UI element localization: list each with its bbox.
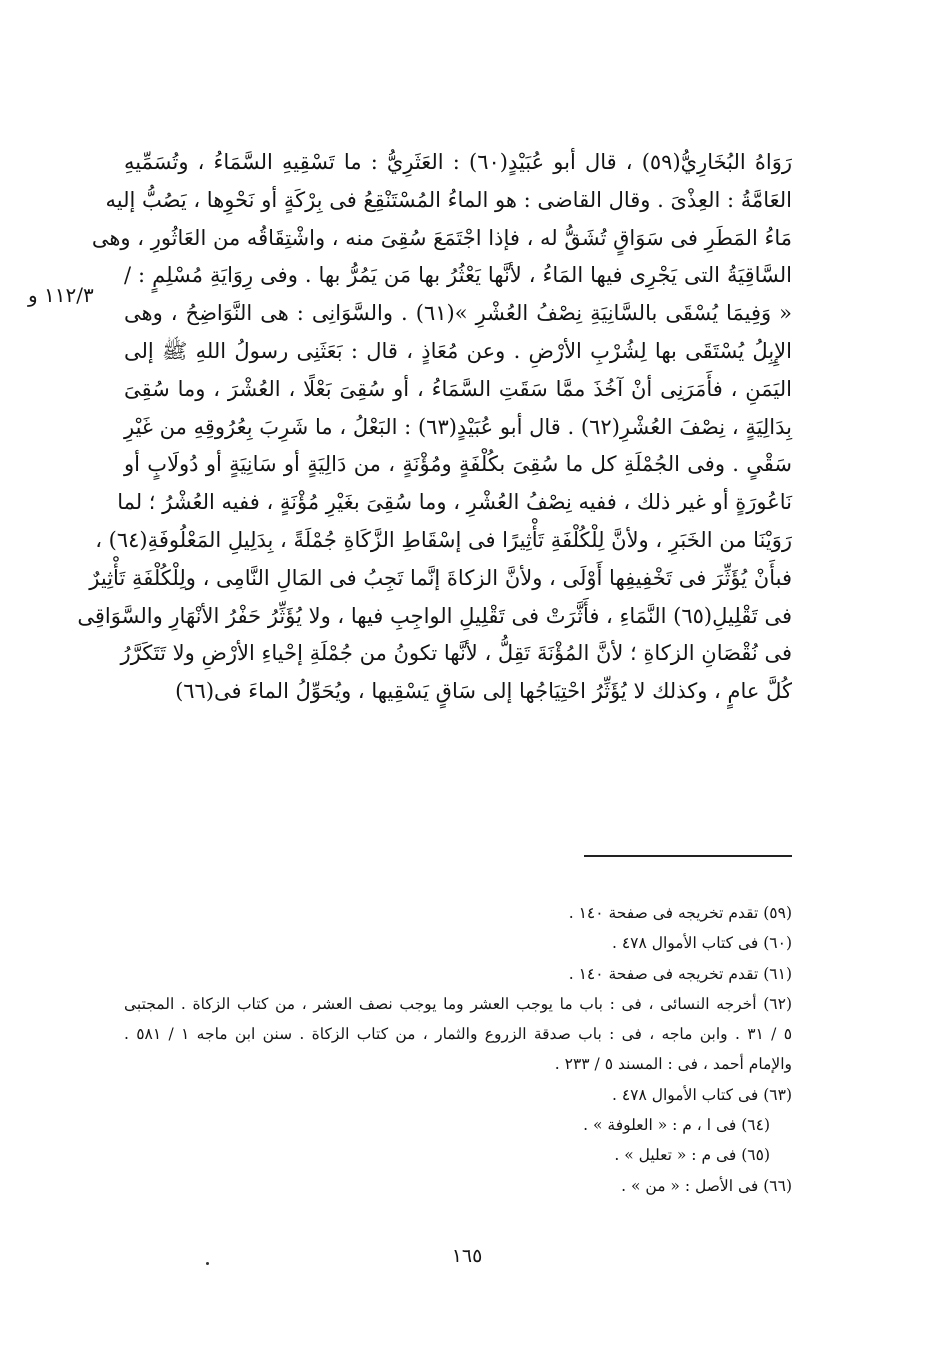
text-line: بِدَالِيَةٍ ، نِصْفَ العُشْرِ(٦٢) . قال أبو عُبَيْدٍ(٦٣) : البَعْلُ ، ما شَرِبَ بِعُرُوقِهِ من غَيْرِ [124, 414, 793, 439]
text-line: الإِبِلُ يُسْتَقَى بها لِشُرْبِ الأرْضِ . وعن مُعَاذٍ ، قال : بَعَثَنِى رسولُ اللهِ ﷺ إلى [124, 338, 792, 363]
text-line: رَوَاهُ البُخَارِيُّ(٥٩) ، قال أبو عُبَيْدٍ(٦٠) : العَثَرِيُّ : ما تَسْقِيهِ السَّمَاءُ ، وتُسَمِّيهِ [124, 150, 792, 174]
footnote-separator [584, 855, 792, 857]
text-line: اليَمَنِ ، فأَمَرَنِى أنْ آخُذَ ممَّا سَقَتِ السَّمَاءُ ، أو سُقِىَ بَعْلًا ، العُشْرَ ، وما سُقِىَ [124, 376, 792, 401]
text-line: مَاءُ المَطَرِ فى سَوَاقٍ تُشَقُّ له ، فإذا اجْتَمَعَ سُقِىَ منه ، واشْتِقَاقُه من العَاثُورِ ، وهى [91, 225, 792, 250]
text-line: فى تَقْلِيلِ(٦٥) النَّمَاءِ ، فأَثَّرَتْ فى تَقْلِيلِ الواجِبِ فيها ، ولا يُؤَثِّرُ حَفْرُ الأنْهَارِ والسَّوَاقِى [77, 603, 792, 628]
text-line: فبأَنْ يُؤَثِّرَ فى تَخْفِيفِها أَوْلَى ، ولأنَّ الزكاةَ إنَّما تَجِبُ فى المَالِ النَّامِى ، ولِلْكُلْفَةِ تَأْثِيرٌ [89, 565, 792, 590]
text-line: فى نُقْصَانِ الزكاةِ ؛ لأنَّ المُؤْنَةَ تَقِلُّ ، لأنَّها تكونُ من جُمْلَةِ إحْياءِ الأرْضِ ولا تَتَكَرَّرُ [120, 641, 792, 666]
footnotes [124, 898, 792, 1201]
margin-note: ١١٢/٣ و [28, 283, 94, 307]
footnote: (٦٣) فى كتاب الأموال ٤٧٨ . [611, 1085, 792, 1104]
print-speck [206, 1262, 209, 1265]
footnote: (٦٤) فى ا ، م : « العلوفة » . [583, 1116, 770, 1135]
footnote-continuation: ٥ / ٣١ . وابن ماجه ، فى : باب صدقة الزروع والثمار ، من كتاب الزكاة . سنن ابن ماجه ١ / ٥٨١ . [124, 1025, 793, 1044]
text-line: كُلَّ عامٍ ، وكذلك لا يُؤَثِّرُ احْتِيَاجُها إلى سَاقٍ يَسْقِيها ، ويُحَوِّلُ الماءَ فى(٦٦) [175, 679, 792, 704]
footnote: (٦٠) فى كتاب الأموال ٤٧٨ . [611, 934, 792, 953]
text-line: رَوَيْنَا من الخَبَرِ ، ولأنَّ لِلْكُلْفَةِ تَأْثِيرًا فى إسْقَاطِ الزَّكَاةِ جُمْلَةً ، بِدَلِيلِ المَعْلُوفَةِ(٦٤) ، [95, 527, 792, 552]
main-text [77, 144, 793, 711]
text-line: نَاعُورَةٍ أو غير ذلك ، ففيه نِصْفُ العُشْرِ ، وما سُقِىَ بغَيْرِ مُؤْنَةٍ ، ففيه العُشْرُ ؛ لما [117, 490, 792, 515]
footnote: (٦٦) فى الأصل : « من » . [621, 1176, 792, 1195]
text-line: سَقْىٍ . وفى الجُمْلَةِ كل ما سُقِىَ بكُلْفَةٍ ومُؤْنَةٍ ، من دَالِيَةٍ أو سَانِيَةٍ أو دُولَابٍ أو [124, 452, 792, 477]
text-line: العَامَّةُ : العِذْىَ . وقال القاضى : هو الماءُ المُسْتَنْقِعُ فى بِرْكَةٍ أو نَحْوِها ، يَصُبُّ إليه [105, 187, 792, 212]
footnote: (٥٩) تقدم تخريجه فى صفحة ١٤٠ . [568, 904, 792, 922]
footnote: (٦١) تقدم تخريجه فى صفحة ١٤٠ . [568, 964, 792, 983]
footnote: (٦٢) أخرجه النسائى ، فى : باب ما يوجب العشر وما يوجب نصف العشر ، من كتاب الزكاة . المجتبى [124, 994, 792, 1013]
text-line: السَّاقِيَةُ التى يَجْرِى فيها المَاءُ ، لأنَّها يَعْثُرُ بها مَن يَمُرُّ بها . وفى رِوَايَةِ مُسْلِمٍ : / [124, 263, 792, 288]
footnote-continuation: والإمام أحمد ، فى : المسند ٥ / ٢٣٣ . [554, 1055, 792, 1074]
text-line: « وَفِيمَا يُسْقَى بالسَّانِيَةِ نِصْفُ العُشْرِ »(٦١) . والسَّوَانِى : هى النَّوَاضِحُ ، وهى [124, 301, 792, 326]
page-number: ١٦٥ [451, 1245, 483, 1267]
footnote: (٦٥) فى م : « تعليل » . [614, 1146, 770, 1165]
